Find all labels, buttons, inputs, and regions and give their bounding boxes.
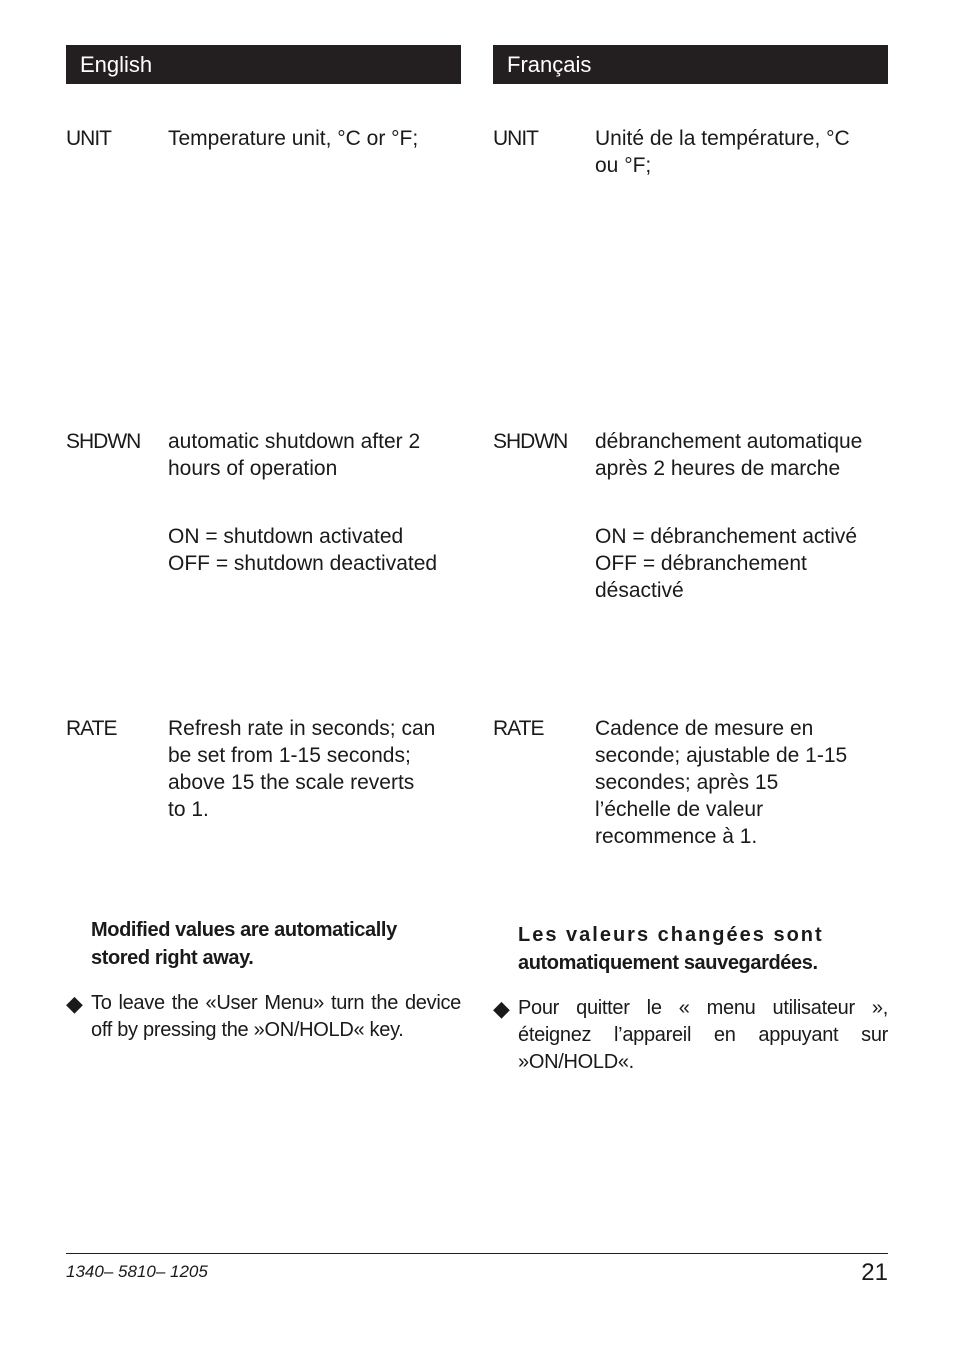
shdwn-options: ON = débranchement activé OFF = débranchement désactivé — [595, 525, 858, 602]
shdwn-term: SHDWN — [66, 430, 141, 453]
saved-values-note: Les valeurs changées sont automatiquement sauvegardées. — [518, 924, 824, 974]
saved-values-note: Modified values are automatically stored right away. — [91, 919, 397, 969]
shdwn-description: automatic shutdown after 2 hours of operation — [168, 430, 421, 480]
unit-description: Unité de la température, °C ou °F; — [595, 127, 850, 177]
rate-description: Cadence de mesure en seconde; ajustable de 1-15 secondes; après 15 l’échelle de valeur recommence à 1. — [595, 717, 848, 848]
rate-description: Refresh rate in seconds; can be set from 1-15 seconds; above 15 the scale reverts to 1. — [168, 717, 436, 821]
shdwn-description: débranchement automatique après 2 heures de marche — [595, 430, 863, 480]
unit-term: UNIT — [493, 127, 538, 150]
rate-term: RATE — [493, 717, 544, 740]
page-number: 21 — [861, 1259, 888, 1286]
shdwn-term: SHDWN — [493, 430, 568, 453]
diamond-bullet-icon: ◆ — [493, 996, 510, 1021]
diamond-bullet-icon: ◆ — [66, 991, 83, 1016]
unit-term: UNIT — [66, 127, 111, 150]
shdwn-options: ON = shutdown activated OFF = shutdown deactivated — [168, 525, 438, 575]
english-section-header: English — [66, 45, 461, 84]
french-column — [493, 0, 888, 1350]
unit-description: Temperature unit, °C or °F; — [168, 127, 419, 150]
exit-instruction-text: To leave the «User Menu» turn the device off by pressing the »ON/HOLD« key. — [91, 992, 461, 1041]
exit-instruction-text: Pour quitter le « menu utilisateur », éteignez l’appareil en appuyant sur »ON/HOLD«. — [518, 997, 888, 1073]
document-number: 1340– 5810– 1205 — [66, 1262, 208, 1281]
rate-term: RATE — [66, 717, 117, 740]
footer-divider — [66, 1253, 888, 1254]
french-section-header: Français — [493, 45, 888, 84]
english-column — [66, 0, 461, 1350]
